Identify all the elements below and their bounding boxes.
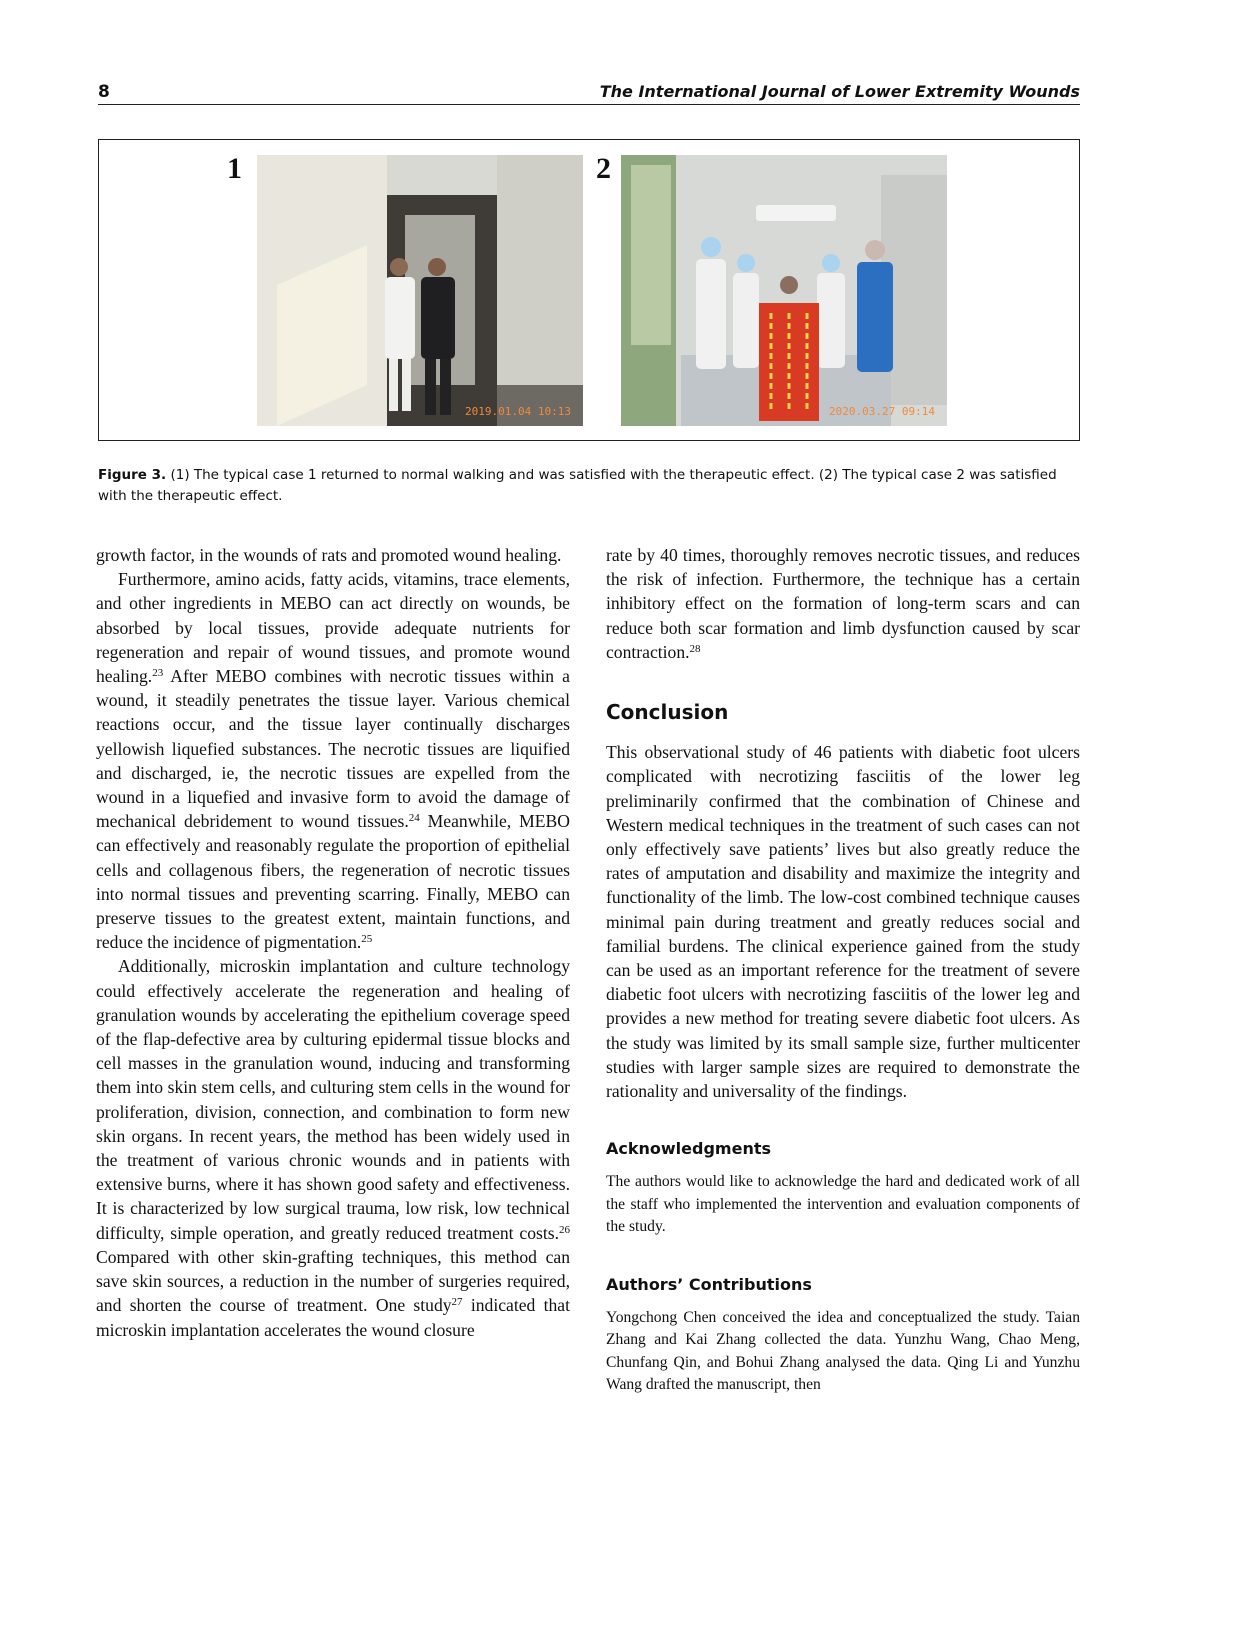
panel-2-label: 2 xyxy=(596,152,611,185)
acknowledgments-paragraph: The authors would like to acknowledge the hard and dedicated work of all the staff who implemented the intervention and evaluation components of the study. xyxy=(606,1173,1080,1236)
paragraph xyxy=(606,543,1080,664)
citation: 27 xyxy=(451,1296,463,1309)
text-run: indicated that microskin implantation accelerates the wound closure xyxy=(96,1295,570,1340)
conclusion-paragraph: This observational study of 46 patients with diabetic foot ulcers complicated with necrotizing fasciitis of the lower leg preliminarily confirmed that the combination of Chinese and Western medical techniques in the treatment of such cases can not only effectively save patients’ lives but also greatly reduce the rates of amputation and disability and maximize the integrity and functionality of the limb. The low-cost combined technique causes minimal pain during treatment and greatly reduces social and familial burdens. The clinical experience gained from the study can be used as an important reference for the treatment of severe diabetic foot ulcers with necrotizing fasciitis of the lower leg and provides a new method for treating severe diabetic foot ulcers. As the study was limited by its small sample size, further multicenter studies with larger sample sizes are required to demonstrate the rationality and universality of the findings. xyxy=(606,742,1080,1102)
conclusion-heading: Conclusion xyxy=(606,700,729,725)
citation: 28 xyxy=(689,642,701,655)
page-number: 8 xyxy=(98,82,110,102)
contributions-heading: Authors’ Contributions xyxy=(606,1274,812,1294)
photo-2-timestamp: 2020.03.27 09:14 xyxy=(829,405,935,418)
paragraph xyxy=(96,954,570,1341)
citation: 25 xyxy=(361,933,373,946)
contributions-paragraph: Yongchong Chen conceived the idea and conceptualized the study. Taian Zhang and Kai Zhang collected the data. Yunzhu Wang, Chao Meng, Chunfang Qin, and Bohui Zhang analysed the data. Qing Li and Yunzhu Wang drafted the manuscript, then xyxy=(606,1308,1080,1394)
photo-case-1 xyxy=(257,155,583,426)
figure-caption xyxy=(98,465,1080,507)
paragraph xyxy=(96,567,570,954)
journal-title: The International Journal of Lower Extremity Wounds xyxy=(599,82,1080,101)
paragraph: growth factor, in the wounds of rats and promoted wound healing. xyxy=(96,545,562,565)
panel-1-label: 1 xyxy=(227,152,242,185)
text-run: Additionally, microskin implantation and culture technology could effectively accelerate the regeneration and healing of granulation wounds by accelerating the epithelium coverage speed of the flap-defective area by culturing epidermal tissue blocks and cell masses in the granulation wound, inducing and transforming them into skin stem cells, and culturing stem cells in the wound for proliferation, division, connection, and combination to form new skin organs. In recent years, the method has been widely used in the treatment of various chronic wounds and in patients with extensive burns, where it has shown good safety and effectiveness. It is characterized by low surgical trauma, low risk, low technical difficulty, simple operation, and greatly reduced treatment costs. xyxy=(96,956,570,1243)
text-run: rate by 40 times, thoroughly removes necrotic tissues, and reduces the risk of infection. Furthermore, the technique has a certain inhibitory effect on the formation of long-term scars and can reduce both scar formation and limb dysfunction caused by scar contraction. xyxy=(606,545,1080,662)
photo-case-2 xyxy=(621,155,947,426)
citation: 23 xyxy=(152,667,164,680)
right-column xyxy=(606,543,1080,1397)
text-run: After MEBO combines with necrotic tissues within a wound, it steadily penetrates the tissue layer. Various chemical reactions occur, and the tissue layer continually discharges yellowish liquefied substances. The necrotic tissues are liquified and discharged, ie, the necrotic tissues are expelled from the wound in a liquefied and invasive form to avoid the damage of mechanical debridement to wound tissues. xyxy=(96,666,570,832)
photo-1-timestamp: 2019.01.04 10:13 xyxy=(465,405,571,418)
caption-text: (1) The typical case 1 returned to normal walking and was satisfied with the therapeutic effect. (2) The typical case 2 was satisfied with the therapeutic effect. xyxy=(98,467,1057,504)
figure-3 xyxy=(98,139,1080,441)
citation: 26 xyxy=(559,1223,570,1236)
photo-case-2-image xyxy=(621,155,947,426)
photo-case-1-image xyxy=(257,155,583,426)
acknowledgments-heading: Acknowledgments xyxy=(606,1139,771,1159)
citation: 24 xyxy=(408,812,420,825)
text-run: Furthermore, amino acids, fatty acids, vitamins, trace elements, and other ingredients in MEBO can act directly on wounds, be absorbed by local tissues, provide adequate nutrients for regeneration and repair of wound tissues, and promote wound healing. xyxy=(96,569,570,687)
left-column xyxy=(96,543,570,1342)
running-header xyxy=(98,82,1080,105)
text-run: Compared with other skin-grafting techniques, this method can save skin sources, a reduction in the number of surgeries required, and shorten the course of treatment. One study xyxy=(96,1246,570,1316)
caption-label: Figure 3. xyxy=(98,467,167,483)
text-run: Meanwhile, MEBO can effectively and reasonably regulate the proportion of epithelial cells and collagenous fibers, the regeneration of necrotic tissues into normal tissues and preventing scarring. Finally, MEBO can preserve tissues to the greatest extent, maintain functions, and reduce the incidence of pigmentation. xyxy=(96,811,570,953)
